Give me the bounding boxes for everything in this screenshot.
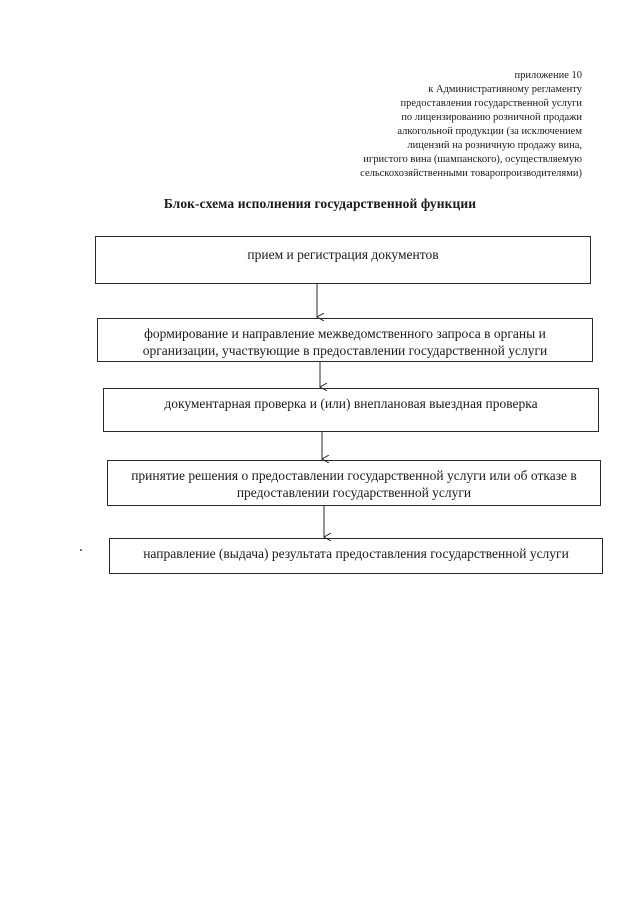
annex-header <box>360 69 582 181</box>
step-label: принятие решения о предоставлении государственной услуги или об отказе в предоставлении государственной услуги <box>131 468 577 500</box>
step-label: прием и регистрация документов <box>247 247 439 262</box>
scan-speck <box>80 549 82 551</box>
step-label: формирование и направление межведомственного запроса в органы и организации, участвующие в предоставлении государственной услуги <box>142 326 548 358</box>
annex-line: сельскохозяйственными товаропроизводителями) <box>360 168 582 179</box>
annex-line: по лицензированию розничной продажи <box>401 112 582 123</box>
step-box-2 <box>97 318 593 362</box>
annex-line: лицензий на розничную продажу вина, <box>407 140 582 151</box>
annex-line: приложение 10 <box>514 70 582 81</box>
annex-line: к Административному регламенту <box>428 84 582 95</box>
step-box-1 <box>95 236 591 284</box>
annex-line: предоставления государственной услуги <box>400 98 582 109</box>
step-box-4 <box>107 460 601 506</box>
flowchart-title: Блок-схема исполнения государственной функции <box>163 196 477 211</box>
step-label: документарная проверка и (или) внеплановая выездная проверка <box>164 396 538 411</box>
annex-line: алкогольной продукции (за исключением <box>397 126 582 137</box>
step-box-3 <box>103 388 599 432</box>
step-label: направление (выдача) результата предоставления государственной услуги <box>143 546 569 561</box>
annex-line: игристого вина (шампанского), осуществляемую <box>363 154 582 165</box>
step-box-5 <box>109 538 603 574</box>
